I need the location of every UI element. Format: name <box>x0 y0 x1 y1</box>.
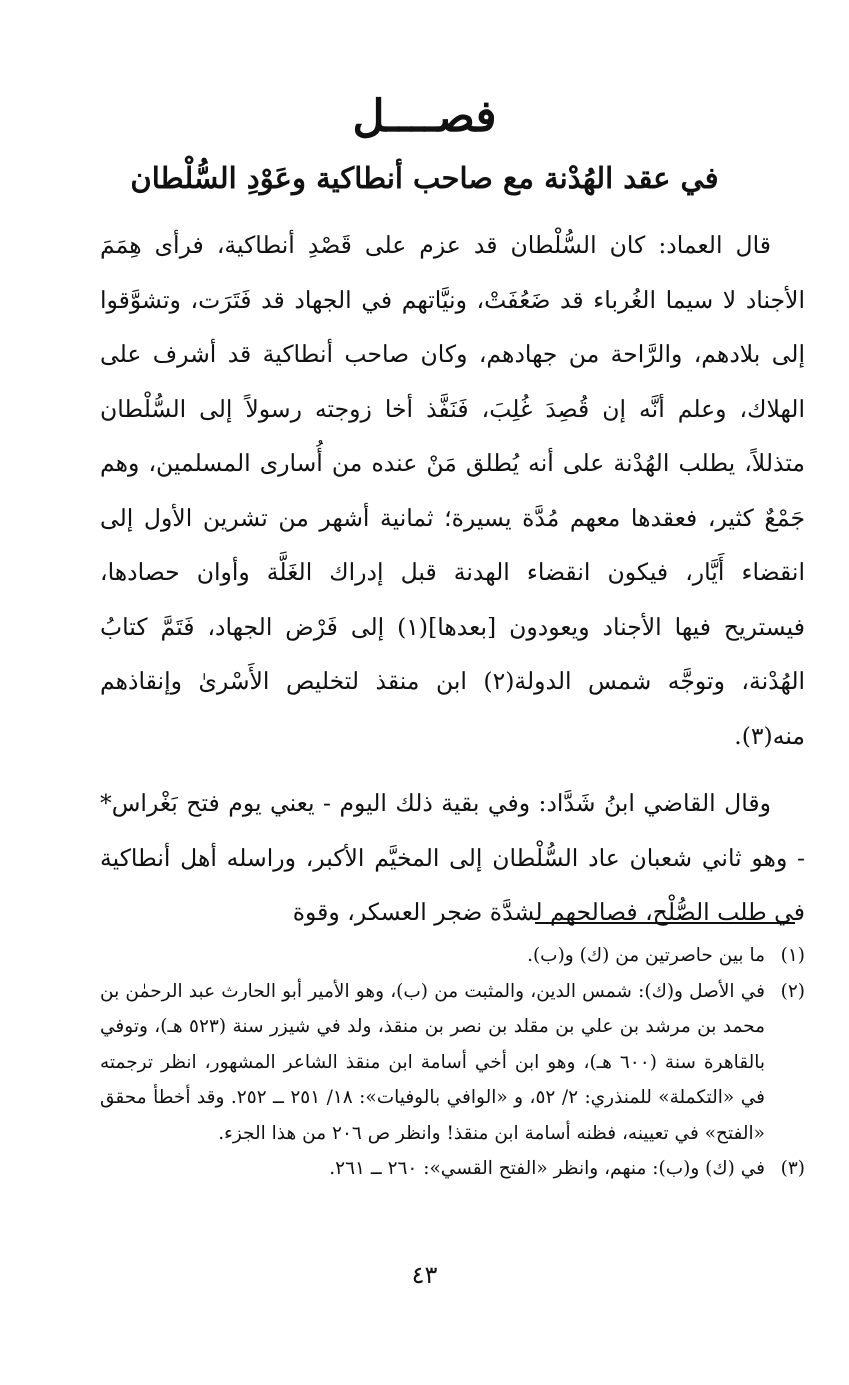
paragraph: قال العماد: كان السُّلْطان قد عزم على قَصْدِ أنطاكية، فرأى هِمَمَ الأجناد لا سيما الغُرباء قد ضَعُفَتْ، ونيَّاتهم في الجهاد قد فَتَرَت، وتشوَّقوا إلى بلادهم، والرَّاحة من جهادهم، وكان صاحب أنطاكية قد أشرف على الهلاك، وعلم أنَّه إن قُصِدَ غُلِبَ، فَنَفَّذ أخا زوجته رسولاً إلى السُّلْطان متذللاً، يطلب الهُدْنة على أنه يُطلق مَنْ عنده من أُسارى المسلمين، وهم جَمْعٌ كثير، فعقدها معهم مُدَّة يسيرة؛ ثمانية أشهر من تشرين الأول إلى انقضاء أَيَّار، فيكون انقضاء الهدنة قبل إدراك الغَلَّة وأوان حصادها، فيستريح فيها الأجناد ويعودون [بعدها](١) إلى فَرْض الجهاد، فَتَمَّ كتابُ الهُدْنة، وتوجَّه شمس الدولة(٢) ابن منقذ لتخليص الأَسْرىٰ وإنقاذهم منه(٣). <box>100 231 806 750</box>
footnote-text: ما بين حاصرتين من (ك) و(ب). <box>527 945 765 966</box>
footnote-number: (٣) <box>780 1158 805 1179</box>
chapter-heading: فصــــل <box>352 91 497 142</box>
main-text <box>100 218 805 940</box>
section-title: في عقد الهُدْنة مع صاحب أنطاكية وعَوْدِ السُّلْطان <box>130 161 719 195</box>
footnote <box>100 974 805 1152</box>
footnote-number: (٢) <box>780 980 805 1002</box>
footnote-text: في الأصل و(ك): شمس الدين، والمثبت من (ب)، وهو الأمير أبو الحارث عبد الرحمٰن بن محمد بن مرشد بن علي بن مقلد بن نصر بن منقذ، ولد في شيزر سنة (٥٢٣ هـ)، وتوفي بالقاهرة سنة (٦٠٠ هـ)، وهو ابن أخي أسامة ابن منقذ الشاعر المشهور، انظر ترجمته في «التكملة» للمنذري: ٢/ ٥٢، و «الوافي بالوفيات»: ١٨/ ٢٥١ ــ ٢٥٢. وقد أخطأ محقق «الفتح» في تعيينه، فظنه أسامة ابن منقذ! وانظر ص ٢٠٦ من هذا الجزء. <box>100 980 766 1144</box>
page-number: ٤٣ <box>411 1261 438 1289</box>
footnote-divider <box>535 922 795 924</box>
footnote <box>100 938 805 974</box>
footnote-text: في (ك) و(ب): منهم، وانظر «الفتح القسي»: ٢٦٠ ــ ٢٦١. <box>329 1158 765 1179</box>
footnote-number: (١) <box>780 945 805 966</box>
footnote <box>100 1151 805 1187</box>
paragraph: وقال القاضي ابنُ شَدَّاد: وفي بقية ذلك اليوم - يعني يوم فتح بَغْراس* - وهو ثاني شعبان عاد السُّلْطان إلى المخيَّم الأكبر، وراسله أهل أنطاكية في طلب الصُّلْح، فصالحهم لشدَّة ضجر العسكر، وقوة <box>100 789 805 926</box>
footnotes <box>100 938 805 1187</box>
